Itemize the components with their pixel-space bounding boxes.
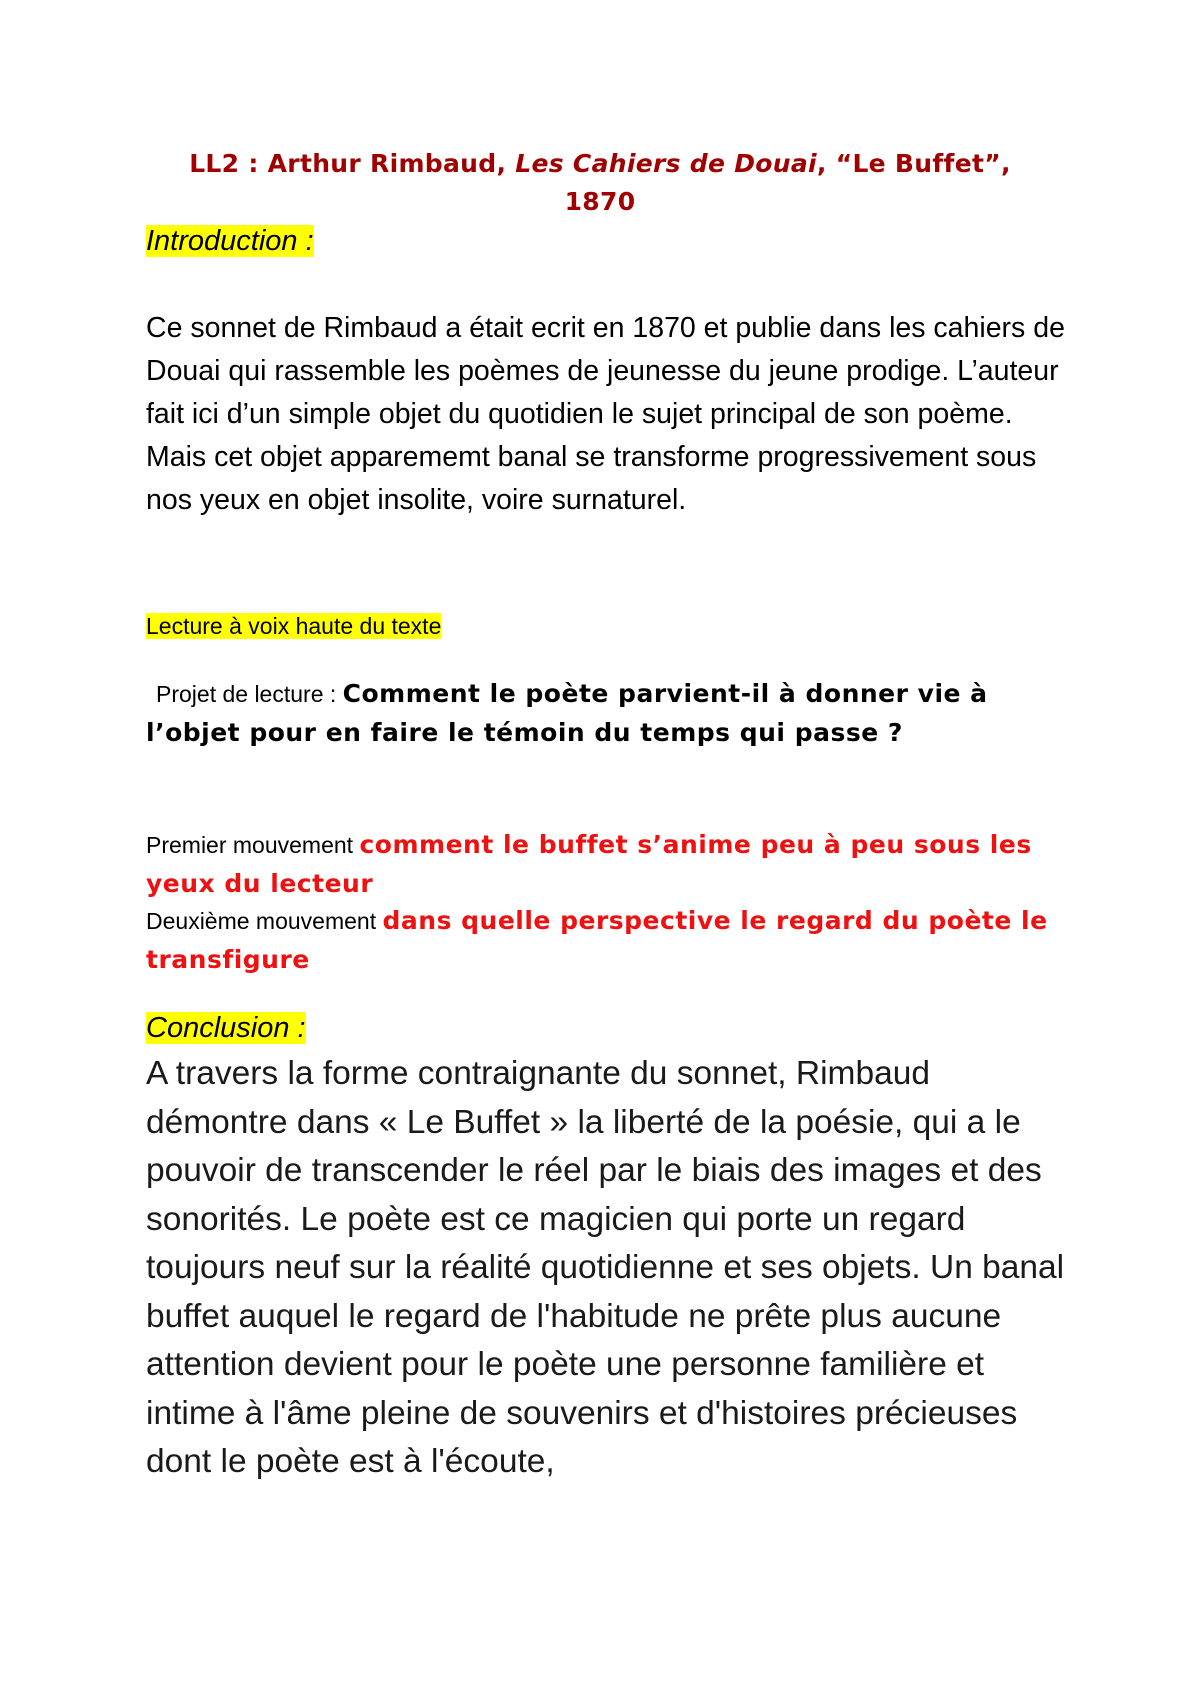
title-poem: , “Le Buffet”, xyxy=(816,149,1011,178)
mouvement-label: Deuxième mouvement xyxy=(146,908,383,934)
lecture-heading-text: Lecture à voix haute du texte xyxy=(146,613,442,639)
introduction-heading xyxy=(146,223,314,259)
projet-question: Comment le poète parvient-il à donner vie à l’objet pour en faire le témoin du temps qui passe ? xyxy=(146,679,988,747)
conclusion-paragraph: A travers la forme contraignante du sonnet, Rimbaud démontre dans « Le Buffet » la liberté de la poésie, qui a le pouvoir de transcender le réel par le biais des images et des sonorités. Le poète est ce magicien qui porte un regard toujours neuf sur la réalité quotidienne et ses objets. Un banal buffet auquel le regard de l'habitude ne prête plus aucune attention devient pour le poète une personne familière et intime à l'âme pleine de souvenirs et d'histoires précieuses dont le poète est à l'écoute, xyxy=(146,1055,1065,1480)
mouvement-text: dans quelle perspective le regard du poète le transfigure xyxy=(146,906,1048,974)
introduction-paragraph: Ce sonnet de Rimbaud a était ecrit en 1870 et publie dans les cahiers de Douai qui rassemble les poèmes de jeunesse du jeune prodige. L’auteur fait ici d’un simple objet du quotidien le sujet principal de son poème. Mais cet objet apparememt banal se transforme progressivement sous nos yeux en objet insolite, voire surnaturel. xyxy=(146,312,1065,516)
lecture-heading xyxy=(146,611,441,641)
conclusion-heading xyxy=(146,1010,306,1046)
mouvement-text: comment le buffet s’anime peu à peu sous les yeux du lecteur xyxy=(146,830,1032,898)
conclusion-heading-text: Conclusion : xyxy=(146,1012,306,1044)
projet-label: Projet de lecture : xyxy=(156,681,343,707)
title-work: Les Cahiers de Douai xyxy=(515,149,817,178)
projet-de-lecture xyxy=(146,675,1076,753)
premier-mouvement xyxy=(146,826,1076,904)
deuxieme-mouvement xyxy=(146,902,1076,980)
title-text: LL2 : Arthur Rimbaud, xyxy=(189,149,516,178)
mouvement-label: Premier mouvement xyxy=(146,832,360,858)
introduction-heading-text: Introduction : xyxy=(146,225,314,257)
title-year: 1870 xyxy=(564,187,636,216)
document-title xyxy=(120,145,1080,221)
